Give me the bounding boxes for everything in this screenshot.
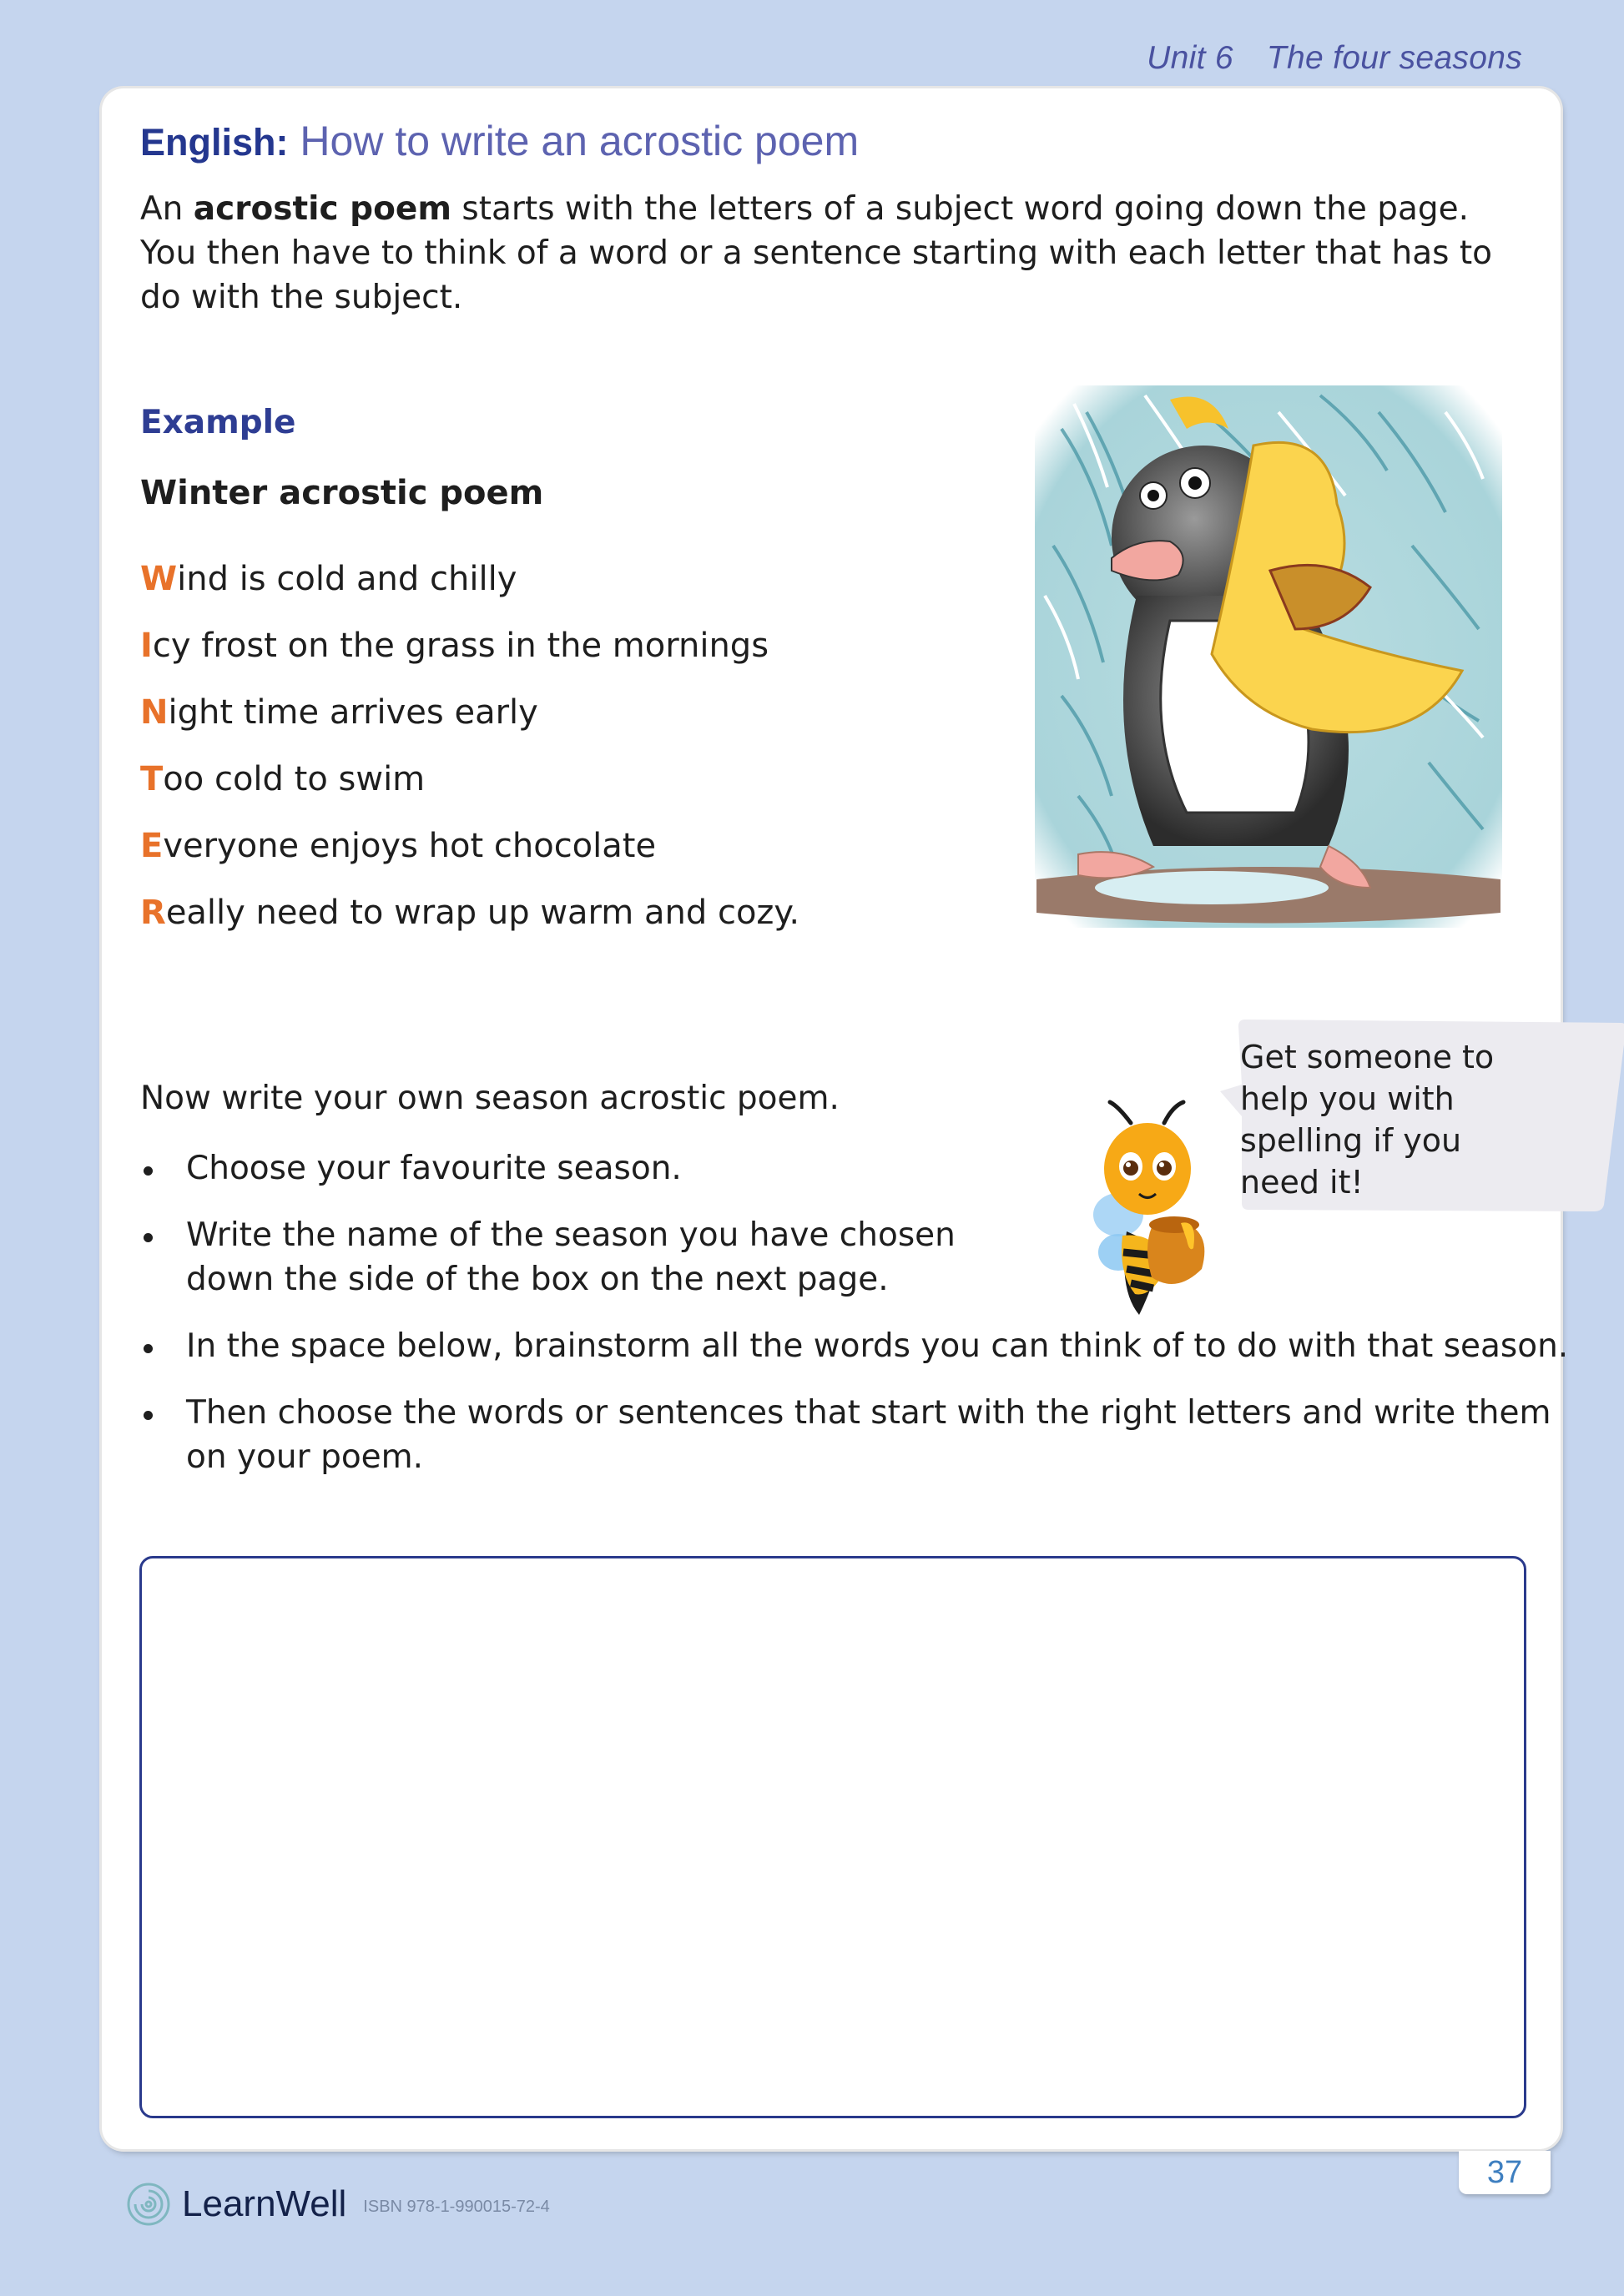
unit-title: The four seasons [1266,40,1522,76]
instruction-item [140,1324,1588,1368]
isbn: ISBN 978-1-990015-72-4 [363,2197,550,2216]
intro-rest: starts with the letters of a subject word going down the page. You then have to think of a word or a sentence starting with each letter that has to do with the subject. [140,190,1492,316]
bee-mascot-icon [1093,1098,1243,1323]
poem-line [140,746,799,813]
poem-line-text: ind is cold and chilly [177,560,517,598]
bullet-icon [144,1166,153,1176]
instruction-item [140,1213,1021,1302]
poem-line-text: oo cold to swim [163,760,426,798]
penguin-illustration [1028,379,1509,934]
poem-line [140,879,799,946]
unit-header [1147,40,1522,77]
poem-line-text: eally need to wrap up warm and cozy. [165,894,800,932]
page-number: 37 [1459,2151,1551,2194]
poem-initial: W [140,560,178,598]
unit-number: Unit 6 [1147,40,1233,76]
intro-prefix: An [140,190,194,228]
instruction-text: Choose your favourite season. [186,1150,682,1187]
instruction-text: Then choose the words or sentences that start with the right letters and write them on your poem. [186,1394,1551,1476]
intro-term: acrostic poem [193,190,451,228]
brand-name: LearnWell [182,2183,347,2224]
intro-paragraph [140,187,1526,320]
subject-label: English: [140,121,289,164]
poem-initial: R [140,894,166,932]
instructions-intro: Now write your own season acrostic poem. [140,1080,840,1117]
poem-line-text: veryone enjoys hot chocolate [163,827,657,865]
example-heading: Example [140,404,296,441]
title-text: How to write an acrostic poem [300,118,860,164]
poem-title: Winter acrostic poem [140,474,544,512]
poem-line [140,813,799,879]
page-title [140,117,859,165]
poem-line-text: cy frost on the grass in the mornings [152,627,769,665]
poem-initial: I [140,627,153,665]
poem-line [140,546,799,612]
poem-line [140,679,799,746]
publisher-footer [125,2181,550,2228]
bullet-icon [144,1411,153,1420]
poem-initial: E [140,827,164,865]
worksheet-card [102,88,1569,2149]
bullet-icon [144,1344,153,1353]
brainstorm-writing-area[interactable] [139,1556,1526,2118]
instruction-text: Write the name of the season you have chosen down the side of the box on the next page. [186,1216,956,1298]
instruction-item [140,1391,1588,1479]
instruction-text: In the space below, brainstorm all the words you can think of to do with that season. [186,1327,1569,1365]
bullet-icon [144,1233,153,1242]
poem-line-text: ight time arrives early [168,693,538,732]
learnwell-logo-icon [125,2181,172,2228]
poem-initial: T [140,760,164,798]
poem-initial: N [140,693,169,732]
tip-text: Get someone to help you with spelling if you need it! [1240,1039,1495,1201]
poem-line [140,612,799,679]
acrostic-poem [140,546,799,946]
